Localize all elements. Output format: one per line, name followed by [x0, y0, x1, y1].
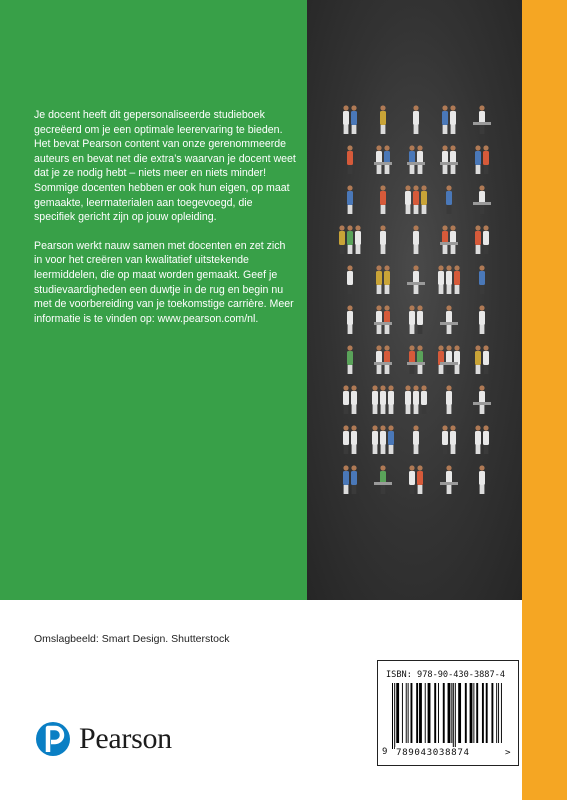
isbn-barcode [377, 660, 519, 766]
blurb-text [34, 108, 296, 340]
staff-figure [374, 465, 392, 494]
barcode-end-mark: > [505, 747, 512, 758]
staff-figure [374, 345, 392, 374]
staff-figure [473, 105, 491, 134]
staff-figure [347, 345, 353, 374]
staff-figure [409, 305, 423, 334]
staff-figure [479, 265, 485, 294]
cover-credit: Omslagbeeld: Smart Design. Shutterstock [34, 633, 230, 645]
staff-figure [440, 225, 458, 254]
blurb-paragraph-2: Pearson werkt nauw samen met docenten en zet zich in voor het creëren van kwalitatief uitstekende leermiddelen, die op maat worden gemaakt. Geef je studievaardigheden een duwtje in de rug en begin nu met de voorbereiding van je toekomstige carrière. Meer informatie is te vinden op: www.pearson.com/nl. [34, 239, 294, 325]
staff-figure [347, 265, 353, 294]
staff-figure [440, 465, 458, 494]
pearson-p-icon [36, 718, 70, 760]
staff-figure [347, 145, 353, 174]
staff-figure [343, 385, 357, 414]
staff-figure [446, 185, 452, 214]
staff-figure [372, 385, 394, 414]
staff-figure [438, 345, 460, 374]
staff-figure [347, 185, 353, 214]
staff-figure [343, 425, 357, 454]
staff-figure [407, 145, 425, 174]
barcode-lead-digit: 9 [382, 747, 388, 757]
staff-figure [413, 105, 419, 134]
staff-figure [343, 105, 357, 134]
spine-stripe [522, 0, 567, 800]
staff-figure [413, 225, 419, 254]
staff-figure [380, 185, 386, 214]
staff-figure [374, 305, 392, 334]
staff-figure [407, 265, 425, 294]
blurb-paragraph-1: Je docent heeft dit gepersonaliseerde studieboek gecreëerd om je een optimale leerervaring te bieden. Het bevat Pearson content van onze gerenommeerde auteurs en bevat net die extra’s waarvan je docent weet dat je ze nodig hebt – niets meer en niets minder! Sommige docenten hebben er ook hun eigen, op maat gemaakte, leermaterialen aan toegevoegd, die specifiek gericht zijn op jouw opleiding. [34, 109, 296, 224]
staff-figure [479, 305, 485, 334]
staff-figure [372, 425, 394, 454]
isbn-label: ISBN: 978-90-430-3887-4 [386, 670, 505, 680]
staff-figure [475, 345, 489, 374]
staff-figure [413, 425, 419, 454]
staff-figure [407, 345, 425, 374]
staff-figure [380, 105, 386, 134]
staff-figure [446, 385, 452, 414]
staff-figure [473, 185, 491, 214]
staff-figure [479, 465, 485, 494]
staff-figure [405, 385, 427, 414]
staff-figure [374, 145, 392, 174]
staff-figure [347, 305, 353, 334]
staff-figure [339, 225, 361, 254]
barcode-digits: 789043038874 [396, 747, 470, 758]
medical-staff-illustration [338, 100, 498, 500]
staff-figure [440, 305, 458, 334]
pearson-logo [36, 718, 172, 760]
staff-figure [409, 465, 423, 494]
staff-figure [442, 105, 456, 134]
barcode-bars [392, 683, 504, 753]
staff-figure [343, 465, 357, 494]
staff-figure [376, 265, 390, 294]
staff-figure [380, 225, 386, 254]
staff-figure [475, 225, 489, 254]
staff-figure [442, 425, 456, 454]
publisher-name: Pearson [79, 722, 172, 755]
staff-figure [440, 145, 458, 174]
staff-figure [438, 265, 460, 294]
staff-figure [405, 185, 427, 214]
staff-figure [475, 145, 489, 174]
staff-figure [473, 385, 491, 414]
staff-figure [475, 425, 489, 454]
